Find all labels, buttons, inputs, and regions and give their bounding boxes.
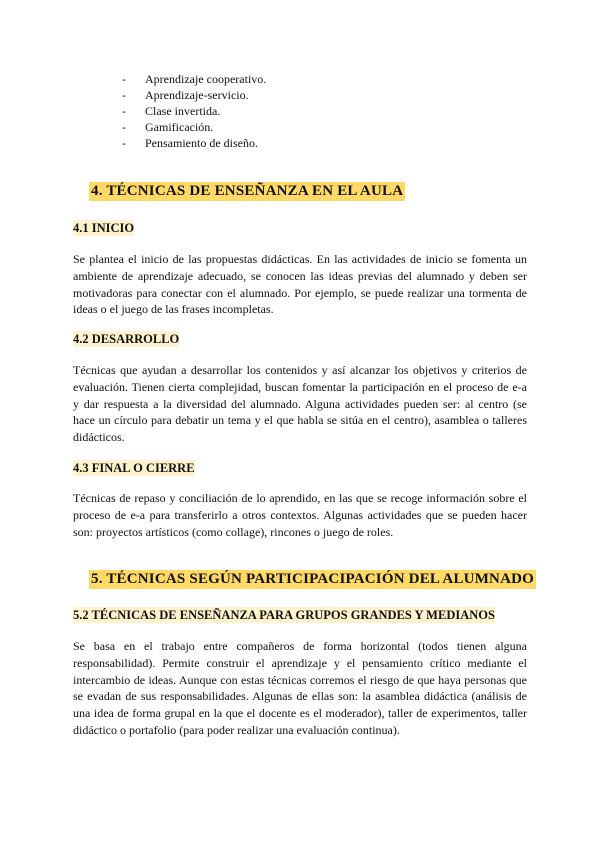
section-4-1-paragraph: Se plantea el inicio de las propuestas didácticas. En las actividades de inicio se fomenta un ambiente de aprendizaje adecuado, se conocen las ideas previas del alumnado y deben ser motivadoras para conectar con el alumnado. Por ejemplo, se puede realizar una tormenta de ideas o el juego de las frases incompletas. [73, 252, 527, 317]
section-4-2-paragraph: Técnicas que ayudan a desarrollar los contenidos y así alcanzar los objetivos y criterios de evaluación. Tienen cierta complejidad, buscan fomentar la participación en el proceso de e-a y dar respuesta a la diversidad del alumnado. Alguna actividades pueden ser: al centro (se hace un círculo para debatir un tema y el que habla se sitúa en el centro), asamblea o talleres didácticos. [73, 363, 527, 445]
section-5-2-heading: 5.2 TÉCNICAS DE ENSEÑANZA PARA GRUPOS GRANDES Y MEDIANOS [73, 608, 495, 622]
section-4-3-heading: 4.3 FINAL O CIERRE [73, 461, 195, 475]
section-4-1-heading: 4.1 INICIO [73, 221, 135, 235]
list-item: - Aprendizaje-servicio. [122, 88, 249, 102]
section-5-2-paragraph: Se basa en el trabajo entre compañeros de forma horizontal (todos tienen alguna responsabilidad). Permite construir el aprendizaje y el pensamiento crítico mediante el intercambio de ideas. Aunque con estas técnicas corremos el riesgo de que haya personas que se evadan de sus responsabilidades. Algunas de ellas son: la asamblea didáctica (análisis de una idea de forma grupal en la que el docente es el moderador), taller de experimentos, taller didáctico o portafolio (para poder realizar una evaluación continua). [73, 639, 527, 737]
bullet-list [122, 71, 266, 151]
list-item: - Aprendizaje cooperativo. [122, 72, 267, 86]
section-4-2-heading: 4.2 DESARROLLO [73, 332, 180, 346]
section-5-heading: 5. TÉCNICAS SEGÚN PARTICIPACIPACIÓN DEL ALUMNADO [91, 571, 535, 587]
section-4-heading: 4. TÉCNICAS DE ENSEÑANZA EN EL AULA [91, 183, 404, 199]
list-item: - Pensamiento de diseño. [122, 136, 258, 150]
section-4-3-paragraph: Técnicas de repaso y conciliación de lo aprendido, en las que se recoge información sobre el proceso de e-a para transferirlo a otros contextos. Algunas actividades que se pueden hacer son: proyectos artísticos (como collage), rincones o juego de roles. [73, 491, 527, 539]
list-item: - Gamificación. [122, 120, 214, 134]
list-item: - Clase invertida. [122, 104, 221, 118]
